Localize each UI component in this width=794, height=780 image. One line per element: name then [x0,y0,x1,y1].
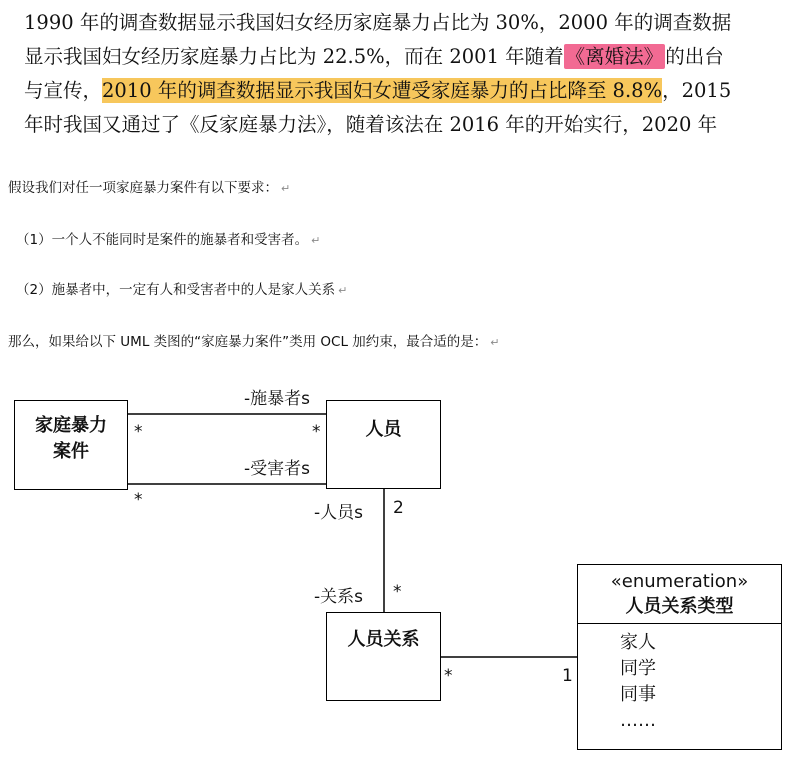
highlight-2010-data: 2010 年的调查数据显示我国妇女遭受家庭暴力的占比降至 8.8% [102,79,663,102]
paragraph-line-2-start: 显示我国妇女经历家庭暴力占比为 22.5%，而在 2001 年随着 [24,45,564,68]
paragraph-line-1: 1990 年的调查数据显示我国妇女经历家庭暴力占比为 30%，2000 年的调查数据 [24,11,732,34]
multiplicity-relation-to-type: * [444,666,453,686]
enum-value: 家人 [620,632,656,653]
return-mark: ↵ [490,336,500,349]
multiplicity-person-abusers: * [312,422,321,442]
enum-stereotype: «enumeration» [610,571,749,592]
role-label-abusers: -施暴者s [244,389,310,409]
requirement-2-text: （2）施暴者中，一定有人和受害者中的人是家人关系 [16,282,336,298]
multiplicity-case-abusers: * [134,422,143,442]
requirement-1-text: （1）一个人不能同时是案件的施暴者和受害者。 [16,232,309,248]
multiplicity-person-two: 2 [393,498,404,518]
multiplicity-type-one: 1 [562,666,573,686]
enum-value: 同学 [620,658,656,679]
question-intro [8,176,290,196]
enum-person-relation-type [577,564,782,750]
paragraph-line-3-start: 与宣传， [24,79,103,102]
paragraph-line-3-end: ，2015 [662,79,732,102]
paragraph-line-2 [24,40,784,74]
multiplicity-case-victims: * [134,490,143,510]
return-mark: ↵ [311,234,321,247]
class-case-name-line-1: 家庭暴力 [35,415,107,436]
role-label-persons: -人员s [314,503,363,523]
role-label-relations: -关系s [314,587,363,607]
return-mark: ↵ [281,182,291,195]
paragraph-line-4: 年时我国又通过了《反家庭暴力法》，随着该法在 2016 年的开始实行，2020 年 [24,113,718,136]
paragraph-line-3 [24,74,784,108]
question-prompt-text: 那么，如果给以下 UML 类图的“家庭暴力案件”类用 OCL 加约束，最合适的是： [8,334,488,350]
article-paragraph [24,6,784,142]
question-intro-text: 假设我们对任一项家庭暴力案件有以下要求： [8,180,278,196]
paragraph-line-2-end: 的出台 [665,45,724,68]
enum-value: 同事 [620,684,656,705]
class-case-name-line-2: 案件 [53,441,89,462]
enum-values [578,624,781,734]
class-domestic-violence-case [14,400,128,490]
enum-value: …… [620,710,656,731]
requirement-2 [16,278,347,298]
question-prompt [8,330,500,350]
return-mark: ↵ [338,284,348,297]
highlight-divorce-law: 《离婚法》 [565,45,664,68]
enum-name: 人员关系类型 [625,596,734,617]
class-person-name: 人员 [365,419,402,440]
role-label-victims: -受害者s [244,459,310,479]
multiplicity-relation-star: * [393,582,402,602]
class-person [326,400,441,489]
enum-header [578,565,781,624]
class-relation-name: 人员关系 [347,629,420,650]
requirement-1 [16,228,320,248]
class-person-relation [326,612,441,701]
uml-class-diagram [0,360,794,780]
